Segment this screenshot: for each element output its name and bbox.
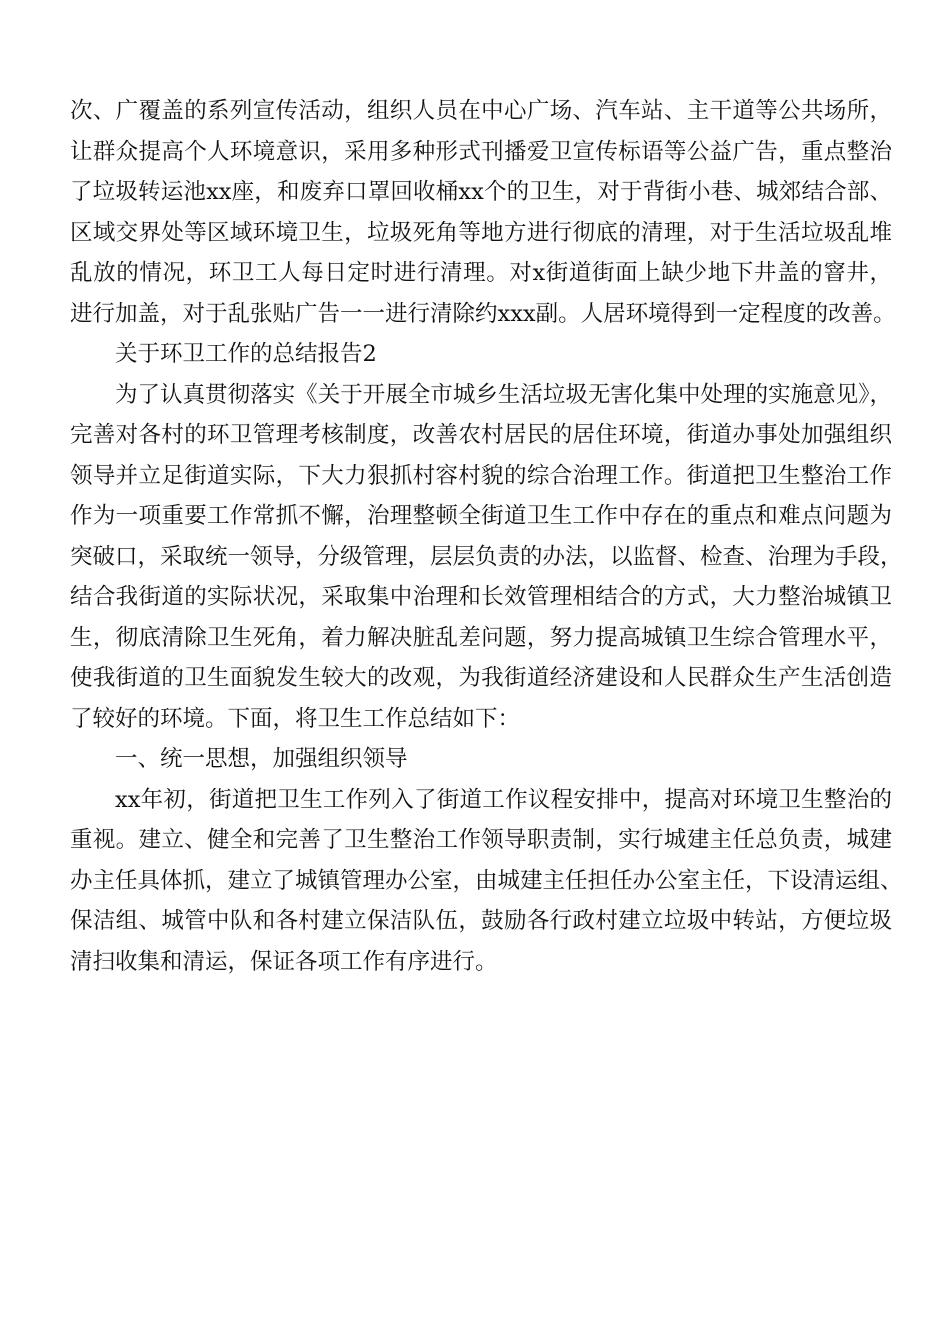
text-line: 重视。建立、健全和完善了卫生整治工作领导职责制，实行城建主任总负责，城建 <box>70 827 892 853</box>
text-line: 办主任具体抓，建立了城镇管理办公室，由城建主任担任办公室主任，下设清运组、 <box>70 867 903 894</box>
text-line: 让群众提高个人环境意识，采用多种形式刊播爱卫宣传标语等公益广告，重点整治 <box>70 138 892 165</box>
text-line: 完善对各村的环卫管理考核制度，改善农村居民的居住环境，街道办事处加强组织 <box>70 422 892 448</box>
text-line: 结合我街道的实际状况，采取集中治理和长效管理相结合的方式，大力整治城镇卫 <box>70 584 892 610</box>
text-line: 清扫收集和清运，保证各项工作有序进行。 <box>70 948 498 975</box>
section-heading <box>70 739 892 780</box>
text-line: 生，彻底清除卫生死角，着力解决脏乱差问题，努力提高城镇卫生综合管理水平， <box>70 624 892 651</box>
text-line: 突破口，采取统一领导，分级管理，层层负责的办法，以监督、检查、治理为手段， <box>70 543 903 570</box>
text-line: 领导并立足街道实际，下大力狠抓村容村貌的综合治理工作。街道把卫生整治工作 <box>70 462 892 489</box>
text-line: 使我街道的卫生面貌发生较大的改观，为我街道经济建设和人民群众生产生活创造 <box>70 665 892 691</box>
text-line: 进行加盖，对于乱张贴广告一一进行清除约xxx副。人居环境得到一定程度的改善。 <box>70 300 896 327</box>
text-line: 保洁组、城管中队和各村建立保洁队伍，鼓励各行政村建立垃圾中转站，方便垃圾 <box>70 908 892 934</box>
text-line: 了垃圾转运池xx座，和废弃口罩回收桶xx个的卫生，对于背街小巷、城郊结合部、 <box>70 179 892 205</box>
heading-text: 一、统一思想，加强组织领导 <box>115 746 408 772</box>
report-heading <box>70 334 892 375</box>
heading-text: 关于环卫工作的总结报告2 <box>115 341 377 367</box>
paragraph-section-1 <box>70 780 903 983</box>
text-line: 作为一项重要工作常抓不懈，治理整顿全街道卫生工作中存在的重点和难点问题为 <box>70 503 892 529</box>
text-line: 次、广覆盖的系列宣传活动，组织人员在中心广场、汽车站、主干道等公共场所， <box>70 98 892 124</box>
paragraph-intro <box>70 375 903 740</box>
text-line: 了较好的环境。下面，将卫生工作总结如下： <box>70 705 521 732</box>
paragraph-continuation <box>70 91 896 334</box>
text-line: 区域交界处等区域环境卫生，垃圾死角等地方进行彻底的清理，对于生活垃圾乱堆 <box>70 219 892 246</box>
text-line: xx年初，街道把卫生工作列入了街道工作议程安排中，提高对环境卫生整治的 <box>115 786 892 813</box>
document-body <box>70 91 903 982</box>
text-line: 为了认真贯彻落实《关于开展全市城乡生活垃圾无害化集中处理的实施意见》， <box>115 381 892 408</box>
text-line: 乱放的情况，环卫工人每日定时进行清理。对x街道街面上缺少地下井盖的窨井， <box>70 260 892 286</box>
